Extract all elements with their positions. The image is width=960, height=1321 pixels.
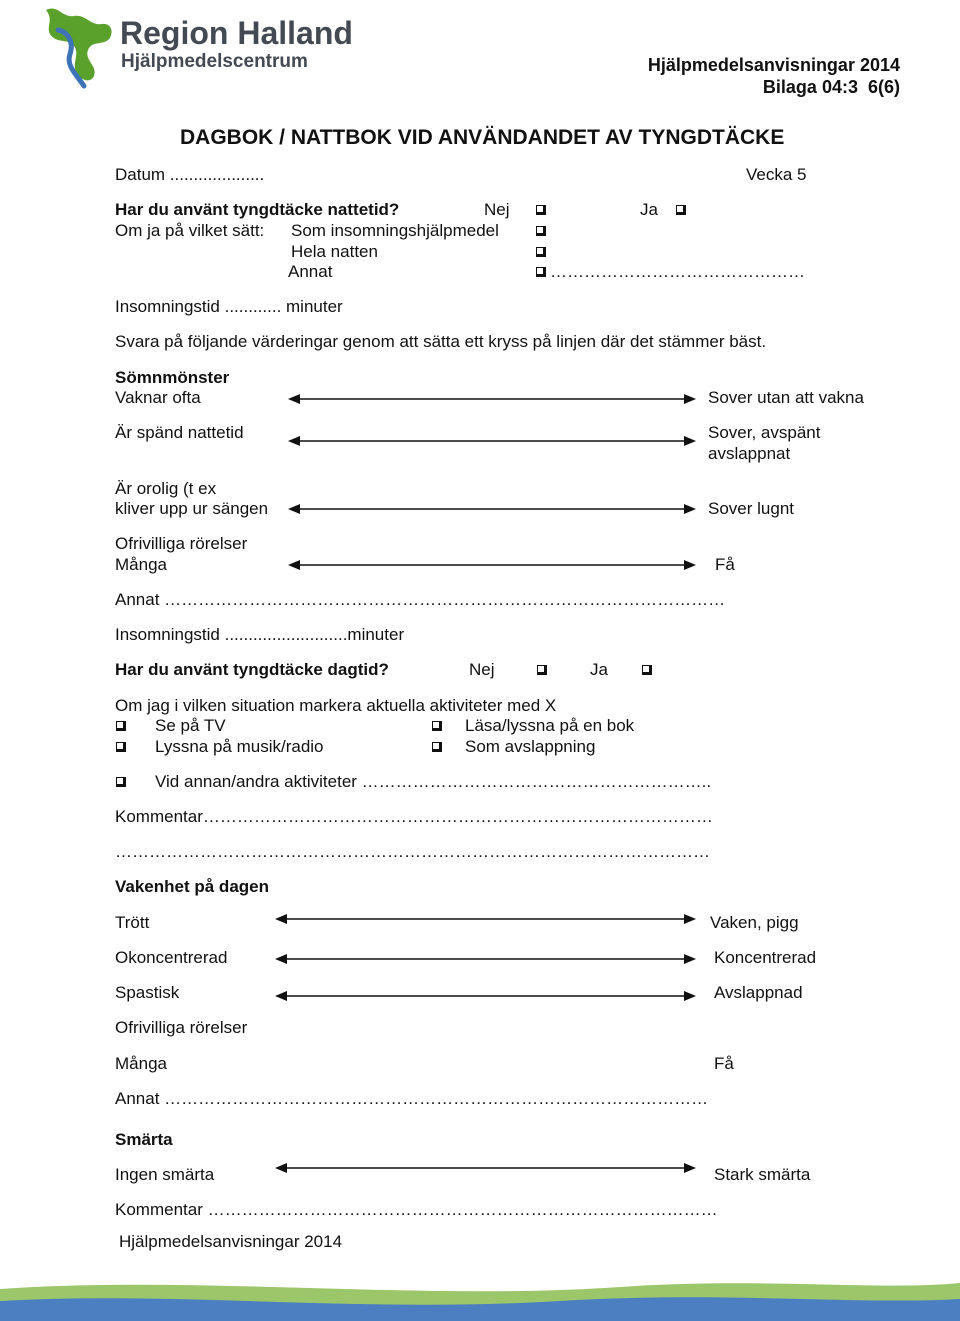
pain-heading: Smärta [115, 1130, 173, 1149]
sleep-r3-scale[interactable] [288, 502, 696, 516]
opt-annat-checkbox[interactable] [536, 267, 546, 277]
footer-text: Hjälpmedelsanvisningar 2014 [119, 1232, 343, 1251]
opt-annat-label: Annat [288, 262, 333, 281]
day-question: Har du använt tyngdtäcke dagtid? [115, 660, 389, 679]
instruction-text: Svara på följande värderingar genom att sätta ett kryss på linjen där det stämmer bäst. [115, 332, 767, 351]
day-nej-label: Nej [469, 660, 495, 679]
pain-scale[interactable] [275, 1161, 696, 1175]
pain-left: Ingen smärta [115, 1165, 215, 1184]
sleep-r4-scale[interactable] [288, 558, 696, 572]
sleep-r1-right: Sover utan att vakna [708, 388, 864, 407]
wake-r4-left-1: Ofrivilliga rörelser [115, 1018, 248, 1037]
datum-field[interactable]: Datum .................... [115, 165, 265, 184]
wake-r2-left: Okoncentrerad [115, 948, 228, 967]
pain-right: Stark smärta [714, 1165, 811, 1184]
night-question: Har du använt tyngdtäcke nattetid? [115, 200, 400, 219]
footer-band [0, 1261, 960, 1321]
pain-kommentar-field[interactable]: Kommentar ……………………………………………………………………………… [115, 1200, 718, 1219]
wake-r1-right: Vaken, pigg [710, 913, 799, 932]
doc-series: Hjälpmedelsanvisningar 2014 [647, 55, 900, 75]
sleep-r4-left-1: Ofrivilliga rörelser [115, 534, 248, 553]
day-kommentar-cont[interactable]: …………………………………………………………………………………………… [115, 842, 710, 861]
sleep-r4-left-2: Många [115, 555, 167, 574]
night-insomningstid-field[interactable]: Insomningstid ............ minuter [115, 297, 343, 316]
wake-r1-left: Trött [115, 913, 150, 932]
wake-r3-scale[interactable] [275, 989, 696, 1003]
page-number: 6(6) [867, 77, 900, 97]
sleep-insomningstid-field[interactable]: Insomningstid ..........................minuter [115, 625, 405, 644]
bilaga-label [763, 77, 900, 97]
wake-r3-right: Avslappnad [714, 983, 803, 1002]
opt-helanatten-checkbox[interactable] [536, 247, 546, 257]
sleep-r3-left-1: Är orolig (t ex [115, 479, 217, 498]
wake-annat-field[interactable]: Annat …………………………………………………………………………………… [115, 1089, 709, 1108]
act-tv-label: Se på TV [155, 716, 226, 735]
page-title: DAGBOK / NATTBOK VID ANVÄNDANDET AV TYNGDTÄCKE [180, 126, 785, 149]
act-avslappning-checkbox[interactable] [432, 742, 442, 752]
sleep-annat-field[interactable]: Annat ……………………………………………………………………………………… [115, 590, 726, 609]
act-annan-field[interactable]: Vid annan/andra aktiviteter …………………………………………………….. [155, 772, 712, 791]
how-label: Om ja på vilket sätt: [115, 221, 265, 240]
act-bok-label: Läsa/lyssna på en bok [465, 716, 635, 735]
sleep-r1-left: Vaknar ofta [115, 388, 201, 407]
wake-r2-right: Koncentrerad [714, 948, 817, 967]
night-ja-checkbox[interactable] [676, 205, 686, 215]
wake-r3-left: Spastisk [115, 983, 180, 1002]
opt-insomning-label: Som insomningshjälpmedel [291, 221, 499, 240]
night-ja-label: Ja [640, 200, 658, 219]
opt-insomning-checkbox[interactable] [536, 226, 546, 236]
night-nej-checkbox[interactable] [536, 205, 546, 215]
region-halland-logo [40, 0, 120, 90]
act-avslappning-label: Som avslappning [465, 737, 596, 756]
sleep-r2-right-1: Sover, avspänt [708, 423, 821, 442]
wake-heading: Vakenhet på dagen [115, 877, 269, 896]
day-kommentar-field[interactable]: Kommentar……………………………………………………………………………… [115, 807, 713, 826]
wake-r2-scale[interactable] [275, 952, 696, 966]
act-musik-checkbox[interactable] [116, 742, 126, 752]
sleep-r3-right: Sover lugnt [708, 499, 794, 518]
night-nej-label: Nej [484, 200, 510, 219]
act-annan-checkbox[interactable] [116, 777, 126, 787]
day-nej-checkbox[interactable] [537, 665, 547, 675]
wake-r4-right: Få [714, 1054, 734, 1073]
act-bok-checkbox[interactable] [432, 721, 442, 731]
sleep-r3-left-2: kliver upp ur sängen [115, 499, 269, 518]
activities-label: Om jag i vilken situation markera aktuella aktiviteter med X [115, 696, 557, 715]
act-musik-label: Lyssna på musik/radio [155, 737, 324, 756]
vecka-label: Vecka 5 [746, 165, 807, 184]
opt-annat-field[interactable]: ……………………………………… [550, 262, 805, 281]
sleep-r2-left: Är spänd nattetid [115, 423, 244, 442]
org-name: Region Halland [120, 15, 353, 51]
day-ja-label: Ja [590, 660, 608, 679]
sleep-r4-right: Få [715, 555, 735, 574]
wake-r4-left-2: Många [115, 1054, 167, 1073]
bilaga: Bilaga 04:3 [762, 77, 858, 97]
sleep-heading: Sömnmönster [115, 368, 230, 387]
sleep-r2-right-2: avslappnat [708, 444, 791, 463]
sleep-r2-scale[interactable] [288, 434, 696, 448]
act-tv-checkbox[interactable] [116, 721, 126, 731]
sleep-r1-scale[interactable] [288, 392, 696, 406]
day-ja-checkbox[interactable] [642, 665, 652, 675]
wake-r1-scale[interactable] [275, 912, 696, 926]
org-sub: Hjälpmedelscentrum [121, 51, 308, 72]
opt-helanatten-label: Hela natten [291, 242, 378, 261]
